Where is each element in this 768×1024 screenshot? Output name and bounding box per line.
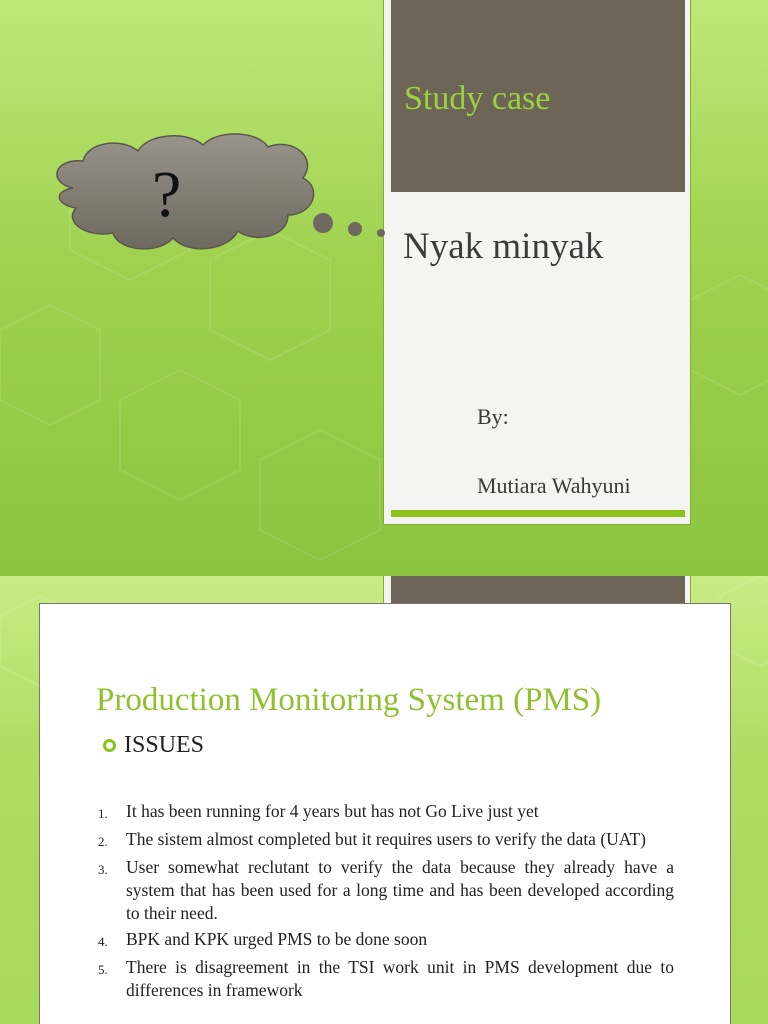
ring-bullet-icon	[103, 739, 116, 752]
item-text: The sistem almost completed but it requires users to verify the data (UAT)	[126, 829, 647, 849]
item-number: 3.	[98, 862, 108, 877]
title-panel	[383, 0, 691, 525]
item-number: 2.	[98, 834, 108, 849]
list-item	[98, 856, 674, 925]
list-item	[98, 828, 674, 853]
list-item	[98, 800, 674, 825]
accent-bar	[391, 510, 685, 517]
author-name: Mutiara Wahyuni	[477, 473, 631, 498]
item-text: User somewhat reclutant to verify the data because they already have a system that has been used for a long time and has been developed according to their need.	[126, 857, 674, 923]
item-number: 4.	[98, 934, 108, 949]
bullet-item	[103, 732, 204, 759]
issues-list	[98, 800, 674, 1005]
item-number: 5.	[98, 962, 108, 977]
item-text: BPK and KPK urged PMS to be done soon	[126, 929, 428, 949]
list-item	[98, 928, 674, 953]
item-text: It has been running for 4 years but has not Go Live just yet	[126, 801, 539, 821]
content-title: Production Monitoring System (PMS)	[96, 682, 602, 718]
bullet-text: ISSUES	[124, 732, 205, 758]
byline-label: By:	[477, 404, 509, 429]
list-item	[98, 956, 674, 1002]
content-slide	[0, 576, 768, 1024]
item-text: There is disagreement in the TSI work unit in PMS development due to differences in framework	[126, 957, 674, 1000]
thought-cloud-icon	[48, 133, 396, 263]
question-mark: ?	[152, 158, 182, 231]
item-number: 1.	[98, 806, 108, 821]
slide-title: Study case	[404, 80, 551, 117]
content-box	[39, 603, 731, 1024]
slide-subtitle: Nyak minyak	[403, 226, 604, 267]
